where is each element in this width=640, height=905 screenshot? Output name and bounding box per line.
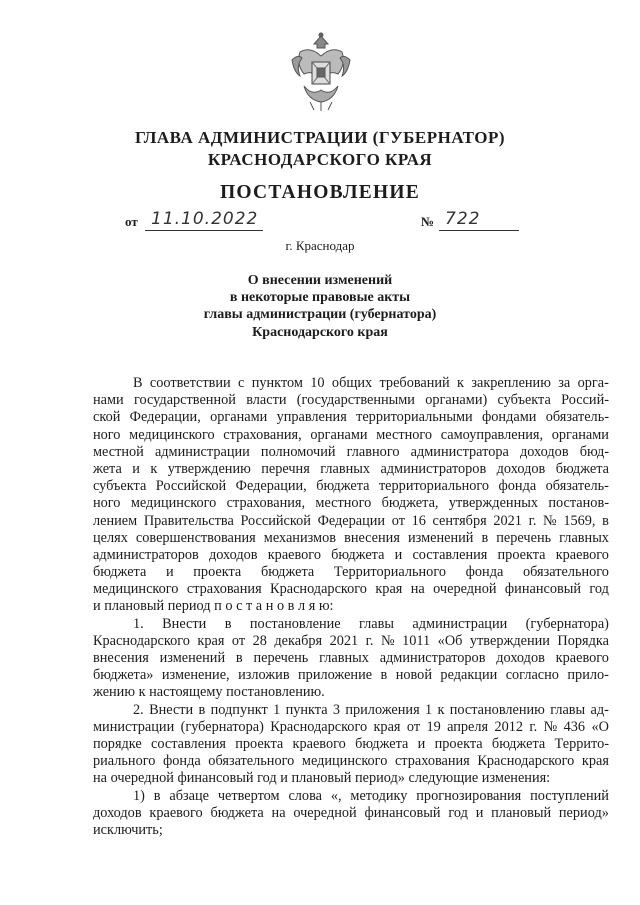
document-type: ПОСТАНОВЛЕНИЕ	[220, 182, 420, 203]
body-line: бюджета» изменение, изложив приложение в новой редакции согласно прило-	[93, 667, 609, 684]
body-line: жению к настоящему постановлению.	[93, 684, 325, 701]
date-field	[145, 210, 263, 231]
coat-of-arms-icon	[290, 30, 352, 112]
body-line: бюджета и проекта бюджета Территориального фонда обязательного	[93, 564, 609, 581]
subject-line: главы администрации (губернатора)	[203, 307, 437, 323]
body-line: исключить;	[93, 821, 163, 838]
city-line: г. Краснодар	[285, 238, 355, 253]
body-line: ской Федерации, органами управления территориальными фондами обязатель-	[93, 409, 609, 426]
body-line: жета и к утверждению перечня главных администраторов доходов бюджета	[93, 460, 609, 477]
subject-line: в некоторые правовые акты	[229, 290, 411, 306]
body-line: и плановый период п о с т а н о в л я ю:	[93, 598, 334, 615]
date-label: от	[125, 214, 138, 229]
body-line: ного медицинского страхования, органами местного самоуправления, органами	[93, 426, 609, 443]
body-line: 1) в абзаце четвертом слова «, методику прогнозирования поступлений	[133, 787, 609, 804]
body-line: риального фонда обязательного медицинского страхования Краснодарского края	[93, 753, 609, 770]
body-line: порядке составления проекта краевого бюджета и проекта бюджета Террито-	[93, 735, 609, 752]
document-body	[93, 375, 609, 839]
subject-line: Краснодарского края	[252, 324, 388, 340]
number-label: №	[421, 214, 435, 229]
subject-line: О внесении изменений	[247, 273, 393, 288]
number-value: 722	[445, 209, 481, 229]
body-line: на очередной финансовый год и плановый период» следующие изменения:	[93, 770, 551, 787]
body-line: Краснодарского края от 28 декабря 2021 г. № 1011 «Об утверждении Порядка	[93, 632, 609, 649]
issuer-title: ГЛАВА АДМИНИСТРАЦИИ (ГУБЕРНАТОР)	[134, 128, 505, 147]
body-line: лением Правительства Российской Федерации от 16 сентября 2021 г. № 1569, в	[93, 512, 609, 529]
issuer-region: КРАСНОДАРСКОГО КРАЯ	[207, 150, 433, 169]
body-line: 1. Внести в постановление главы администрации (губернатора)	[133, 615, 609, 632]
body-line: В соответствии с пунктом 10 общих требований к закреплению за орга-	[133, 375, 609, 391]
body-line: 2. Внести в подпункт 1 пункта 3 приложения 1 к постановлению главы ад-	[133, 701, 609, 718]
body-line: медицинского страхования Краснодарского края на очередной финансовый год	[93, 581, 609, 598]
body-line: администраторов доходов краевого бюджета и составления проекта краевого	[93, 546, 609, 563]
body-line: ного медицинского страхования, местного бюджета, утвержденных постанов-	[93, 495, 609, 512]
body-line: местной администрации полномочий главного администратора доходов бюд-	[93, 443, 609, 460]
date-value: 11.10.2022	[151, 209, 259, 229]
document-subject	[0, 272, 640, 341]
body-line: доходов краевого бюджета на очередной финансовый год и плановый период»	[93, 804, 609, 821]
body-line: министрации (губернатора) Краснодарского края от 19 апреля 2012 г. № 436 «О	[93, 718, 609, 735]
body-line: субъекта Российской Федерации, бюджета территориального фонда обязатель-	[93, 478, 609, 495]
date-number-line	[125, 211, 520, 233]
number-field	[439, 210, 519, 231]
body-line: нами государственной власти (государственными органами) субъекта Россий-	[93, 392, 609, 409]
body-line: внесения изменений в перечень главных администраторов доходов краевого	[93, 650, 609, 666]
body-line: целях совершенствования механизмов внесения изменений в перечень главных	[93, 529, 609, 546]
